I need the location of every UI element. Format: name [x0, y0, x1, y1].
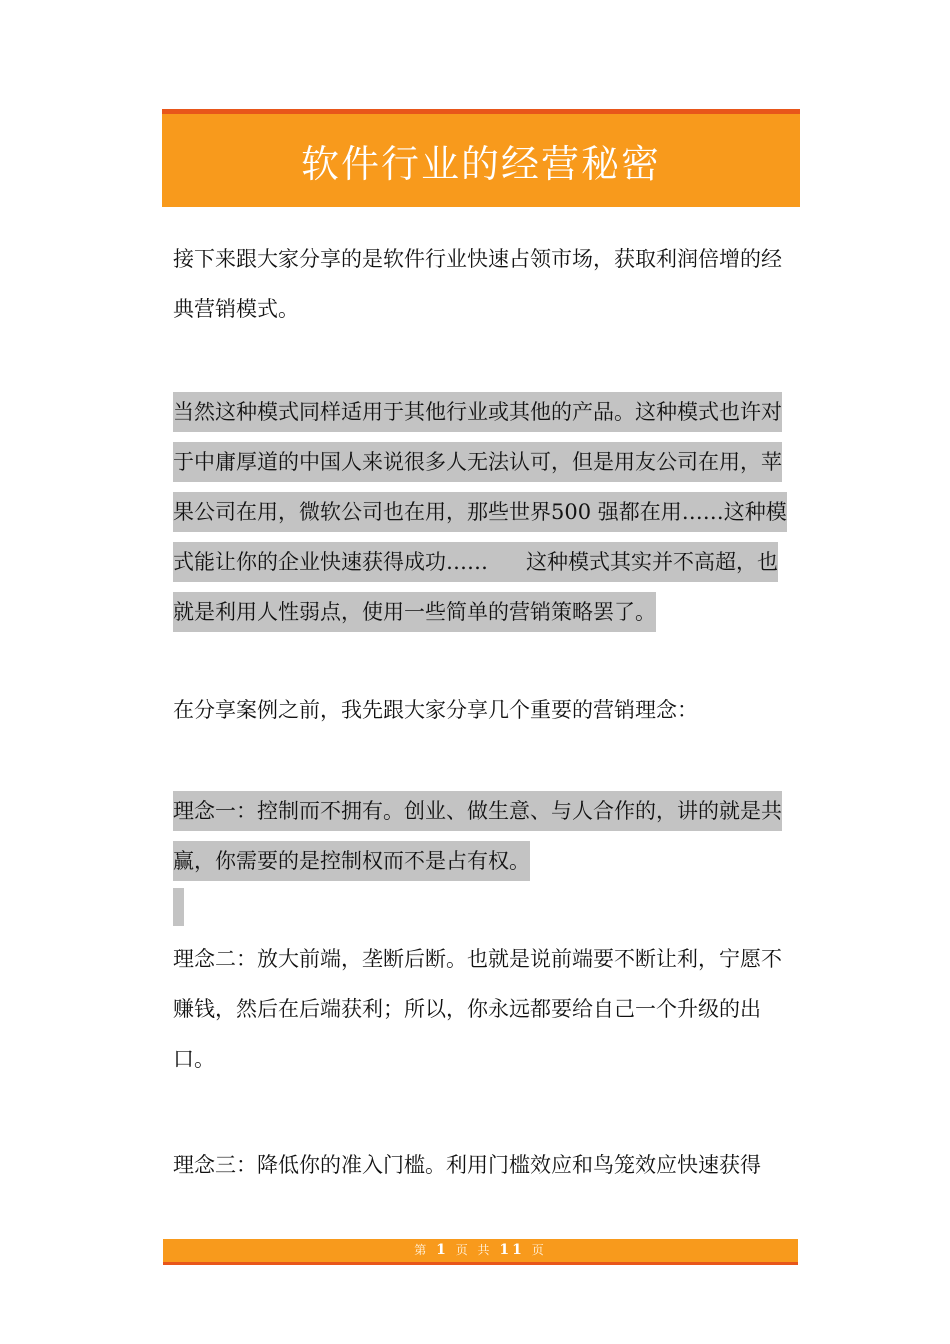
intro-paragraph: 接下来跟大家分享的是软件行业快速占领市场，获取利润倍增的经典营销模式。: [173, 247, 782, 321]
paragraph-part-a: 当然这种模式同样适用于其他行业或其他的产品。这种模式也许对于中庸厚道的中国人来说很多人无法认可，但是用友公司在用，苹果公司在用，微软公司也在用，那些世界500 强都在用……这种模式能让你的企业快速获得成功……: [173, 400, 787, 574]
highlighted-paragraph: [173, 387, 791, 637]
footer-middle: 页 共: [455, 1243, 493, 1257]
footer-page-number: 1: [436, 1242, 449, 1258]
idea-three-paragraph: 理念三：降低你的准入门槛。利用门槛效应和鸟笼效应快速获得: [173, 1153, 761, 1177]
page-footer: [163, 1239, 798, 1265]
paragraph-part-b: 这种模式其实并不高超，也就是利用人性弱点，使用一些简单的营销策略罢了。: [173, 550, 778, 624]
document-title: 软件行业的经营秘密: [300, 142, 661, 186]
title-banner: [162, 109, 800, 207]
concepts-intro-paragraph: 在分享案例之前，我先跟大家分享几个重要的营销理念：: [173, 698, 698, 722]
idea-two-paragraph: 理念二：放大前端，垄断后断。也就是说前端要不断让利，宁愿不赚钱，然后在后端获利；所以，你永远都要给自己一个升级的出口。: [173, 947, 782, 1071]
idea-one-paragraph: [173, 786, 791, 886]
highlight-stub: [173, 888, 184, 926]
footer-suffix: 页: [531, 1243, 547, 1257]
footer-prefix: 第: [414, 1243, 430, 1257]
footer-total-pages: 11: [499, 1242, 525, 1258]
idea-one-text: 理念一：控制而不拥有。创业、做生意、与人合作的，讲的就是共赢，你需要的是控制权而不是占有权。: [173, 791, 782, 881]
highlighted-text-a: [173, 392, 787, 632]
